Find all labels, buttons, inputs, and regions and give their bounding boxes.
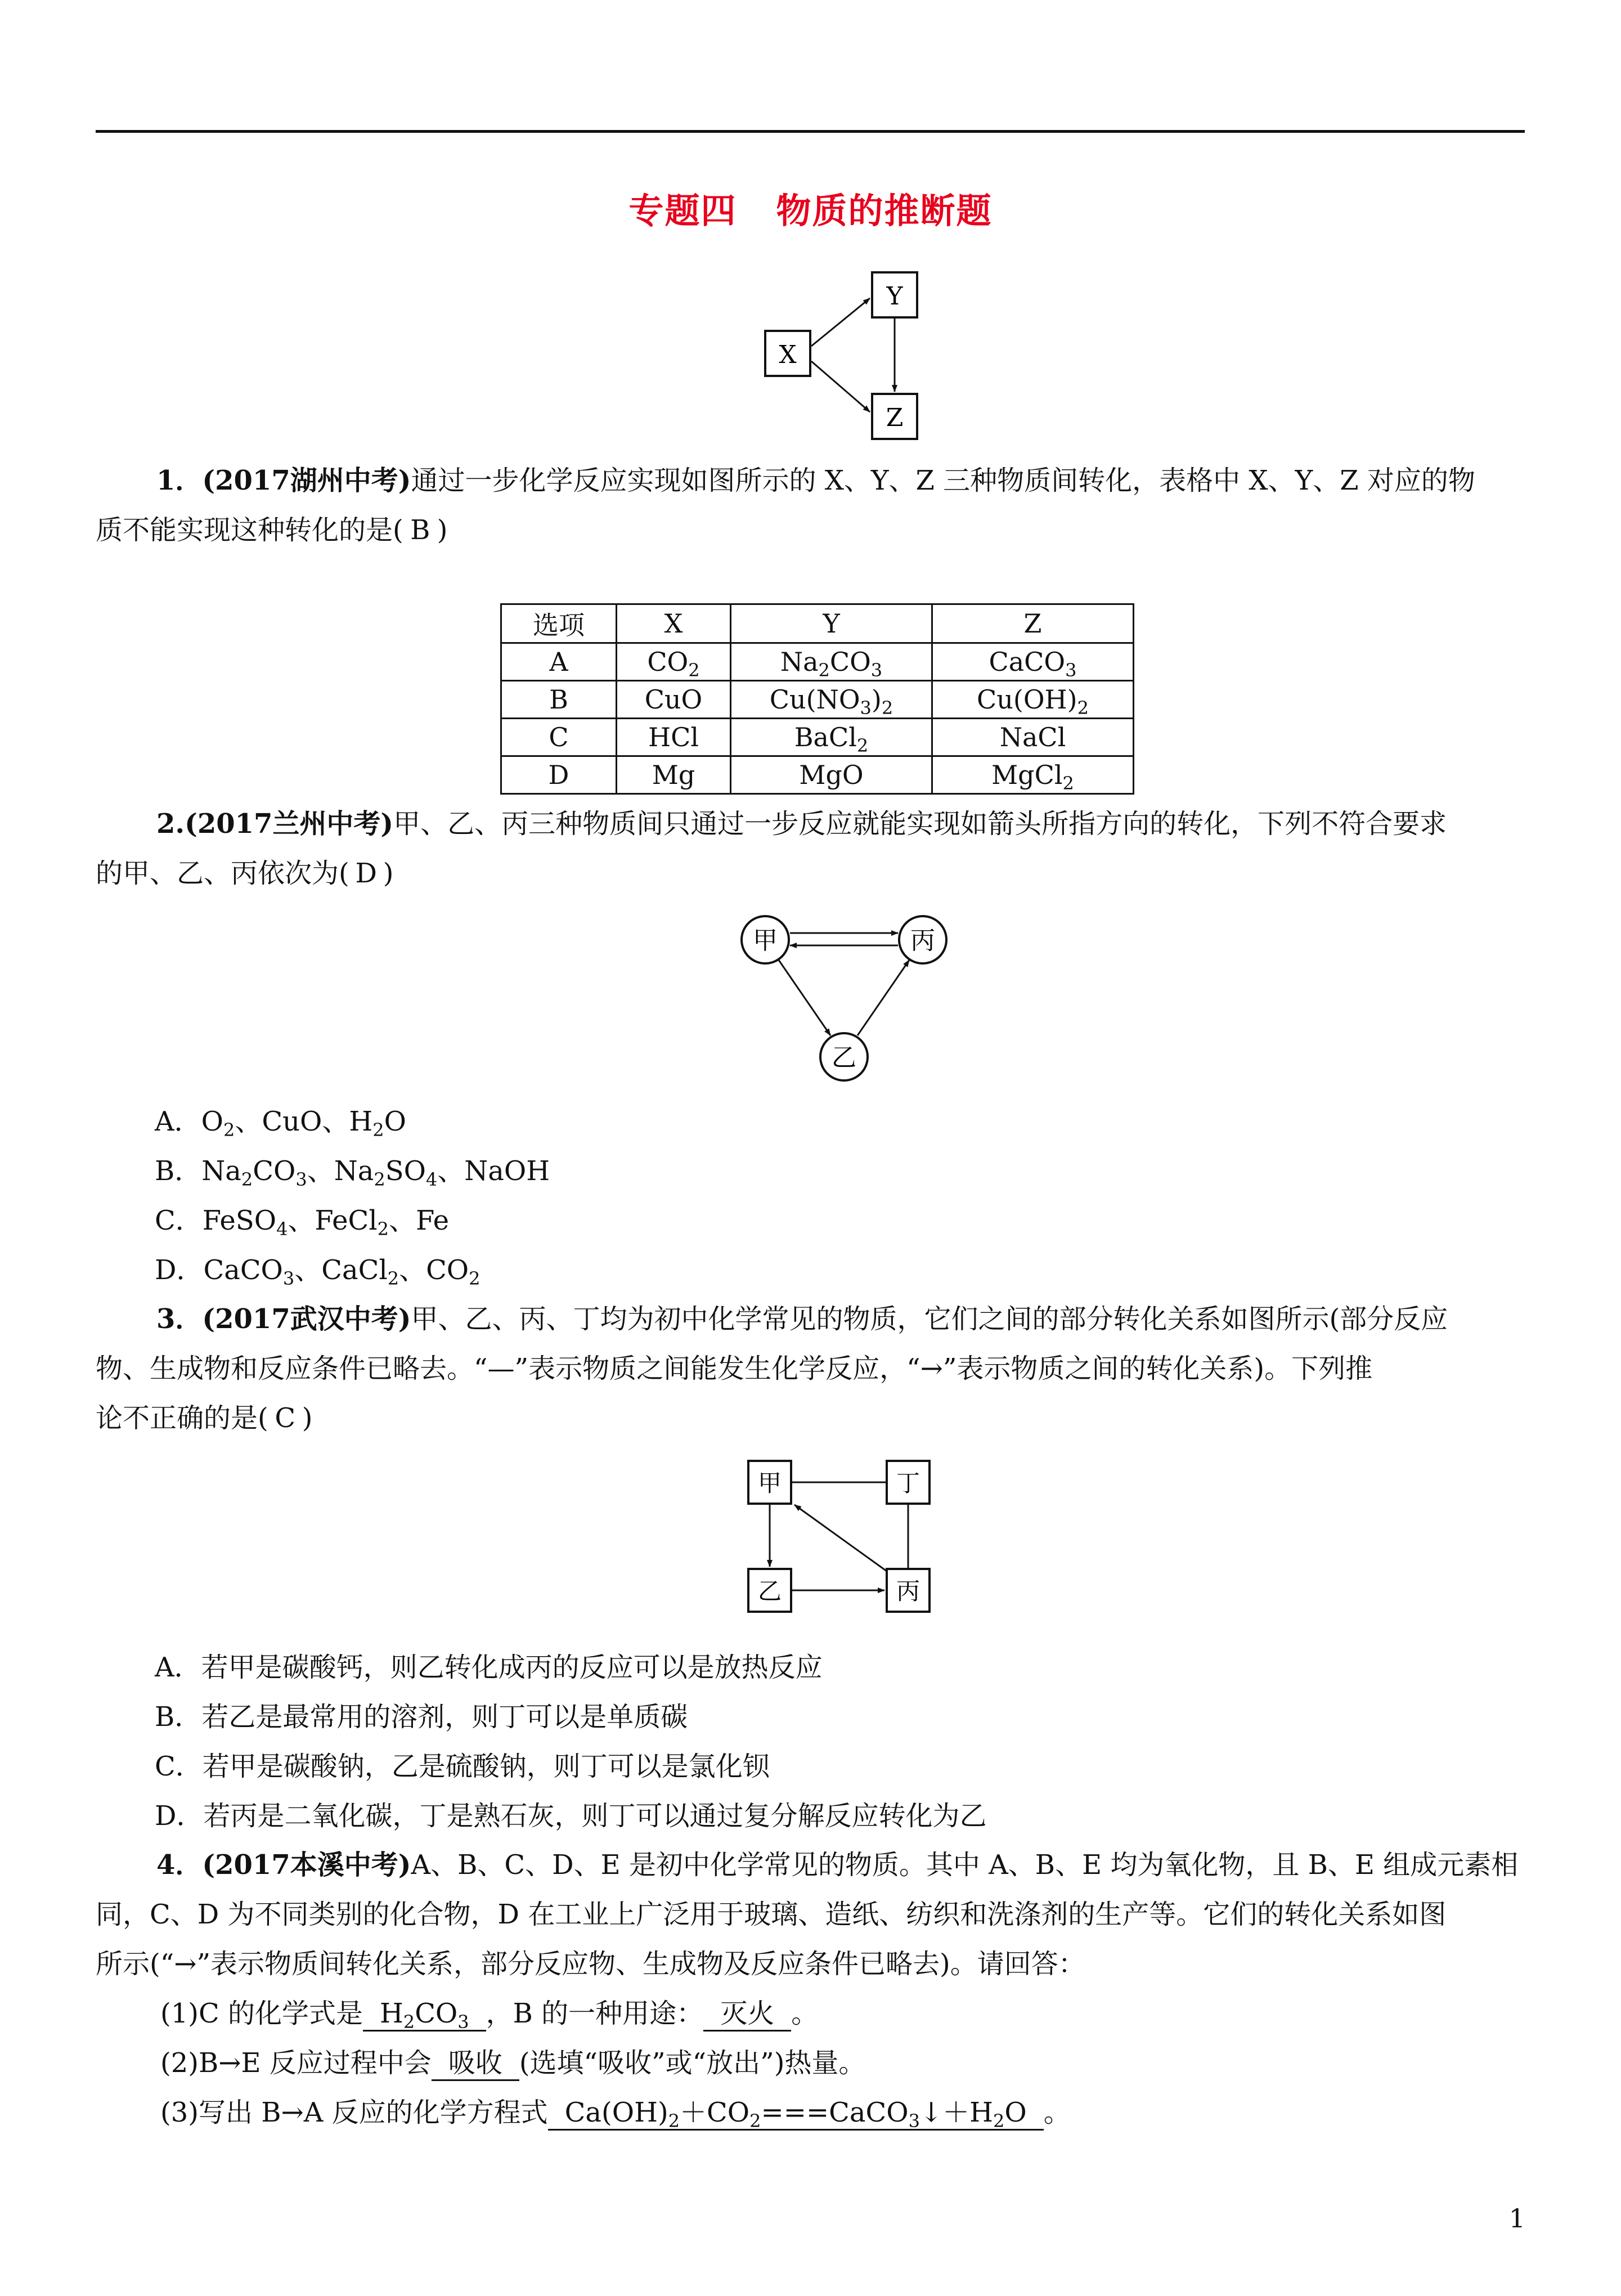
q4-sub3 bbox=[160, 2096, 1071, 2131]
q3-source: (2017武汉中考) bbox=[202, 1303, 411, 1335]
title-part1: 专题四 bbox=[628, 190, 737, 231]
node-bing-label: 丙 bbox=[910, 926, 935, 955]
table-cell: BaCl$_2$ bbox=[731, 719, 932, 756]
table-header-cell: Y bbox=[731, 604, 932, 643]
node-x-label: X bbox=[779, 340, 797, 369]
table-cell: MgO bbox=[731, 756, 932, 794]
q1-number: 1． bbox=[156, 465, 203, 496]
node-z-label: Z bbox=[886, 403, 904, 432]
table-header-cell: 选项 bbox=[501, 604, 617, 643]
q4-sub1-answer: $H_2CO_3$ bbox=[363, 1997, 486, 2032]
q4-sub1-text: (1)C 的化学式是 bbox=[160, 1998, 363, 2029]
q2-option-d: D．CaCO$_3$、CaCl$_2$、$CO_2$ bbox=[155, 1254, 481, 1289]
q4-text-line1: A、B、C、D、E 是初中化学常见的物质。其中 A、B、E 均为氧化物，且 B、E 组成元素相 bbox=[411, 1849, 1519, 1881]
q1-answer: B bbox=[410, 514, 430, 546]
arrow-bing-jia bbox=[794, 1505, 887, 1571]
table-cell: CuO bbox=[617, 681, 731, 719]
header-rule bbox=[96, 130, 1525, 133]
q4-sub3-end: 。 bbox=[1043, 2097, 1071, 2128]
table-cell: CaCO$_3$ bbox=[932, 643, 1134, 681]
q3-text-line3: 论不正确的是( bbox=[96, 1402, 268, 1434]
q3-option-d: D．若丙是二氧化碳，丁是熟石灰，则丁可以通过复分解反应转化为乙 bbox=[155, 1800, 987, 1832]
q2-option-a: A．$O_2$、CuO、$H_2O$ bbox=[155, 1106, 406, 1141]
table-header-cell: Z bbox=[932, 604, 1134, 643]
jia-yi-bing-ding-diagram bbox=[743, 1452, 945, 1615]
table-cell: $Cu(NO_3)_2$ bbox=[731, 681, 932, 719]
q4-sub1-mid: ，B 的一种用途： bbox=[486, 1998, 704, 2029]
question-1-line2 bbox=[96, 505, 1525, 555]
question-2 bbox=[96, 799, 1525, 849]
q2-answer: D bbox=[355, 858, 377, 889]
q2-option-b: B．$Na_2CO_3$、$Na_2SO_4$、NaOH bbox=[155, 1155, 550, 1190]
q4-sub2 bbox=[160, 2046, 865, 2081]
question-2-line2 bbox=[96, 849, 1525, 898]
q4-sub2-end: (选填“吸收”或“放出”)热量。 bbox=[519, 2047, 866, 2079]
q1-text-line1: 通过一步化学反应实现如图所示的 X、Y、Z 三种物质间转化，表格中 X、Y、Z 对应的物 bbox=[411, 465, 1475, 496]
table-cell: A bbox=[501, 643, 617, 681]
question-4 bbox=[96, 1840, 1525, 1890]
q4-sub1-end: 。 bbox=[791, 1998, 819, 2029]
node-yi-label: 乙 bbox=[757, 1577, 782, 1605]
q2-paren-close: ) bbox=[383, 858, 394, 889]
arrow-x-z bbox=[811, 361, 870, 412]
q2-text-line1: 甲、乙、丙三种物质间只通过一步反应就能实现如箭头所指方向的转化，下列不符合要求 bbox=[393, 808, 1447, 840]
question-3 bbox=[96, 1294, 1525, 1344]
q1-paren-close: ) bbox=[437, 514, 448, 546]
table-cell: C bbox=[501, 719, 617, 756]
q4-number: 4． bbox=[156, 1849, 203, 1881]
question-1 bbox=[96, 456, 1525, 505]
table-row bbox=[501, 643, 1134, 681]
question-3-line3 bbox=[96, 1393, 1525, 1443]
q4-sub1-answer2: 灭火 bbox=[703, 1997, 791, 2032]
q4-sub3-answer: $Ca(OH)_2+CO_2===CaCO_3↓+H_2O$ bbox=[548, 2096, 1044, 2131]
table-cell: B bbox=[501, 681, 617, 719]
q1-source: (2017湖州中考) bbox=[202, 465, 411, 496]
q3-text-line1: 甲、乙、丙、丁均为初中化学常见的物质，它们之间的部分转化关系如图所示(部分反应 bbox=[411, 1303, 1448, 1335]
question-4-line3: 所示(“→”表示物质间转化关系，部分反应物、生成物及反应条件已略去)。请回答： bbox=[96, 1948, 1085, 1980]
q2-option-c: C．FeSO$_4$、FeCl$_2$、Fe bbox=[155, 1205, 450, 1240]
table-header-cell: X bbox=[617, 604, 731, 643]
q4-source: (2017本溪中考) bbox=[202, 1849, 411, 1881]
node-bing-label: 丙 bbox=[896, 1577, 920, 1605]
question-4-line2: 同，C、D 为不同类别的化合物，D 在工业上广泛用于玻璃、造纸、纺织和洗涤剂的生产等。它们的转化关系如图 bbox=[96, 1899, 1447, 1930]
q2-number: 2. bbox=[156, 808, 185, 840]
table-cell: MgCl$_2$ bbox=[932, 756, 1134, 794]
q4-sub2-text: (2)B→E 反应过程中会 bbox=[160, 2047, 432, 2079]
options-table bbox=[500, 603, 1134, 795]
jia-yi-bing-diagram bbox=[731, 906, 968, 1092]
table-row bbox=[501, 681, 1134, 719]
table-cell: $Cu(OH)_2$ bbox=[932, 681, 1134, 719]
q3-number: 3． bbox=[156, 1303, 203, 1335]
table-cell: D bbox=[501, 756, 617, 794]
node-yi-label: 乙 bbox=[832, 1043, 856, 1072]
arrow-x-y bbox=[811, 298, 870, 346]
table-cell: NaCl bbox=[932, 719, 1134, 756]
q3-answer: C bbox=[275, 1402, 296, 1434]
table-cell: HCl bbox=[617, 719, 731, 756]
table-header-row bbox=[501, 604, 1134, 643]
arrow-yi-bing bbox=[857, 960, 909, 1035]
q4-sub1 bbox=[160, 1997, 818, 2032]
title-part2: 物质的推断题 bbox=[776, 190, 993, 231]
arrow-jia-yi bbox=[779, 960, 830, 1035]
q2-source: (2017兰州中考) bbox=[185, 808, 394, 840]
table-row bbox=[501, 756, 1134, 794]
page-number: 1 bbox=[1508, 2203, 1525, 2234]
table-cell: $Na_2CO_3$ bbox=[731, 643, 932, 681]
table-cell: $CO_2$ bbox=[617, 643, 731, 681]
node-y-label: Y bbox=[886, 282, 903, 311]
xyz-diagram bbox=[754, 264, 934, 450]
q4-sub2-answer: 吸收 bbox=[432, 2047, 519, 2081]
node-jia-label: 甲 bbox=[753, 926, 778, 955]
node-jia-label: 甲 bbox=[757, 1469, 782, 1497]
q4-sub3-text: (3)写出 B→A 反应的化学方程式 bbox=[160, 2097, 548, 2128]
q3-option-a: A．若甲是碳酸钙，则乙转化成丙的反应可以是放热反应 bbox=[155, 1652, 823, 1683]
page-title bbox=[0, 183, 1621, 233]
question-3-line2: 物、生成物和反应条件已略去。“—”表示物质之间能发生化学反应，“→”表示物质之间的转化关系)。下列推 bbox=[96, 1353, 1373, 1384]
node-ding-label: 丁 bbox=[896, 1469, 920, 1497]
q2-text-line2: 的甲、乙、丙依次为( bbox=[96, 858, 349, 889]
q3-option-b: B．若乙是最常用的溶剂，则丁可以是单质碳 bbox=[155, 1701, 688, 1733]
table-cell: Mg bbox=[617, 756, 731, 794]
table-row bbox=[501, 719, 1134, 756]
q3-option-c: C．若甲是碳酸钠，乙是硫酸钠，则丁可以是氯化钡 bbox=[155, 1751, 770, 1782]
q3-paren-close: ) bbox=[302, 1402, 313, 1434]
q1-text-line2: 质不能实现这种转化的是( bbox=[96, 514, 403, 546]
